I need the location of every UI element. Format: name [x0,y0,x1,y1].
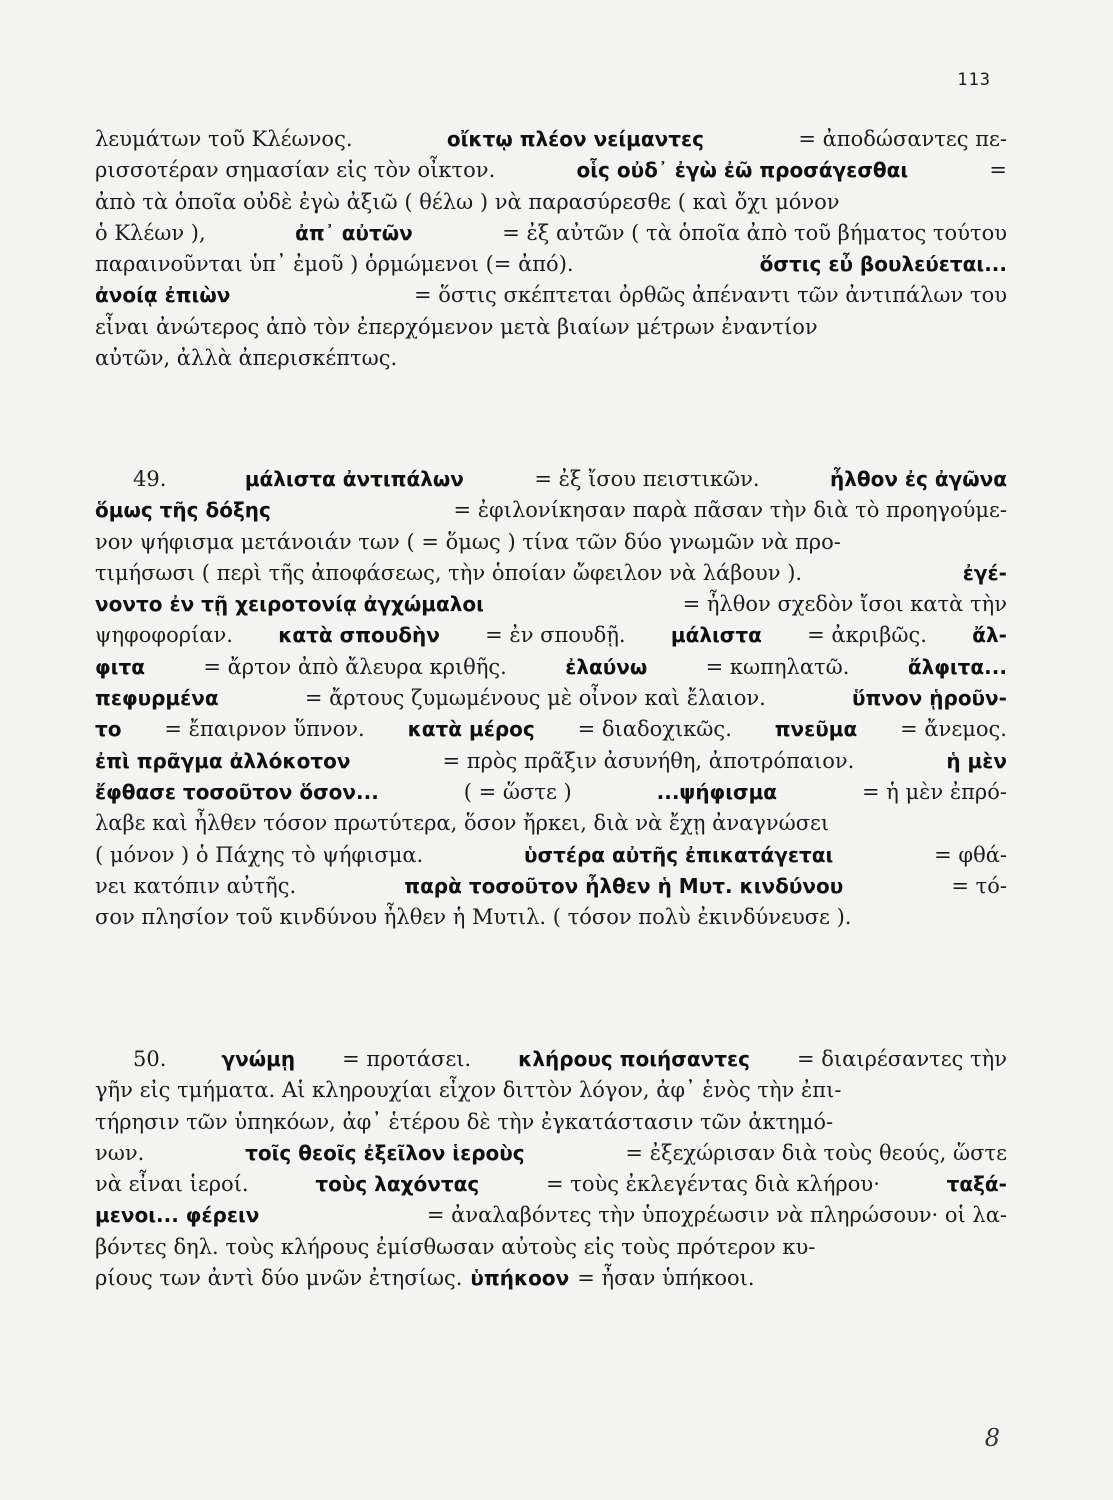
lemma: φιτα [95,654,145,679]
gloss-text: ὁ Κλέων ), [95,220,206,245]
gloss-text: ρίους των ἀντὶ δύο μνῶν ἐτησίως. [95,1266,463,1291]
lemma: μενοι... φέρειν [95,1203,260,1228]
gloss-text: ( μόνον ) ὁ Πάχης τὸ ψήφισμα. [95,842,424,867]
text-line [95,561,1007,592]
gloss-text: = ἄρτον ἀπὸ ἄλευρα κριθῆς. [203,654,507,679]
text-line [95,1266,1007,1297]
lemma: τοῖς θεοῖς ἐξεῖλον ἱεροὺς [245,1140,525,1165]
lemma: ἄλφιτα... [907,654,1007,679]
gloss-text: = ἀποδώσαντες πε- [798,127,1007,151]
text-line [95,1172,1007,1203]
lemma: παρὰ τοσοῦτον ἦλθεν ἡ Μυτ. κινδύνου [404,873,844,898]
gloss-text: = ἐν σπουδῇ. [485,623,626,648]
gloss-text: = τό- [951,873,1007,898]
lemma: ὅστις εὖ βουλεύεται... [759,252,1007,277]
lemma: μάλιστα ἀντιπάλων [244,467,464,491]
lemma: ταξά- [946,1172,1007,1197]
lemma: πεφυρμένα [95,686,219,711]
lemma: ἀνοίᾳ ἐπιὼν [95,283,231,308]
gloss-text: ( = ὥστε ) [463,779,572,804]
gloss-text: = ἄρτους ζυμωμένους μὲ οἶνον καὶ ἔλαιον. [304,686,766,711]
gloss-text: νει κατόπιν αὐτῆς. [95,873,297,898]
lemma: κατὰ μέρος [407,717,535,742]
lemma: ἦλθον ἐς ἀγῶνα [829,467,1007,491]
text-line [95,1078,1007,1109]
gloss-text: = ἐξ ἴσου πειστικῶν. [534,467,760,491]
text-line [95,592,1007,623]
text-line [95,346,1007,377]
text-line [95,780,1007,811]
text-line [95,623,1007,654]
gloss-text: = φθά- [934,842,1007,867]
lemma: ἐγέ- [962,560,1007,585]
gloss-text: = ἐξ αὐτῶν ( τὰ ὁποῖα ἀπὸ τοῦ βήματος τούτου [502,220,1007,245]
gloss-text: νον ψήφισμα μετάνοιάν των ( = ὅμως ) τίνα τῶν δύο γνωμῶν νὰ προ- [95,529,841,554]
gloss-text: λαβε καὶ ἦλθεν τόσον πρωτύτερα, ὅσον ἤρκει, διὰ νὰ ἔχῃ ἀναγνώσει [95,811,830,836]
text-line [95,874,1007,905]
gloss-text: = ὅστις σκέπτεται ὀρθῶς ἀπέναντι τῶν ἀντιπάλων του [413,283,1007,308]
lemma: οἴκτῳ πλέον νείμαντες [446,127,705,151]
gloss-text: λευμάτων τοῦ Κλέωνος. [95,127,353,151]
lemma: κατὰ σπουδὴν [278,623,440,648]
paragraph-number: 49. [133,467,167,491]
gloss-text: ψηφοφορίαν. [95,623,233,648]
lemma: ὅμως τῆς δόξης [95,498,271,523]
gloss-text: = διαιρέσαντες τὴν [797,1047,1007,1071]
lemma: ὑστέρα αὐτῆς ἐπικατάγεται [523,842,834,867]
text-line [95,655,1007,686]
gloss-text: ρισσοτέραν σημασίαν εἰς τὸν οἶκτον. [95,158,496,183]
text-line [95,221,1007,252]
lemma: το [95,717,122,742]
text-line [95,252,1007,283]
gloss-text: τήρησιν τῶν ὑπηκόων, ἀφ᾽ ἑτέρου δὲ τὴν ἐγκατάστασιν τῶν ἀκτημό- [95,1109,834,1134]
gloss-text: αὐτῶν, ἀλλὰ ἀπερισκέπτως. [95,346,398,371]
lemma: κλήρους ποιήσαντες [518,1047,750,1071]
gloss-text: = ἀκριβῶς. [807,623,927,648]
text-line [95,158,1007,189]
gloss-text: παραινοῦνται ὑπ᾽ ἐμοῦ ) ὁρμώμενοι (= ἀπό). [95,252,574,277]
gloss-text: = ἡ μὲν ἐπρό- [861,779,1007,804]
text-line [95,1141,1007,1172]
lemma: ἀπ᾽ αὐτῶν [295,220,413,245]
gloss-text: = ἀναλαβόντες τὴν ὑποχρέωσιν νὰ πληρώσουν· οἱ λα- [426,1203,1007,1228]
text-line [95,498,1007,529]
gloss-text: γῆν εἰς τμήματα. Αἱ κληρουχίαι εἶχον διττὸν λόγον, ἀφ᾽ ἑνὸς τὴν ἐπι- [95,1078,842,1103]
gloss-text: = διαδοχικῶς. [577,717,732,742]
signature-mark: 8 [984,1424,1000,1452]
text-line [95,1047,1007,1078]
lemma: γνώμῃ [221,1047,296,1071]
gloss-text: = [989,158,1007,183]
gloss-text: = προτάσει. [342,1047,472,1071]
text-line [95,749,1007,780]
lemma: μάλιστα [670,623,762,648]
text-line [95,843,1007,874]
gloss-text: σον πλησίον τοῦ κινδύνου ἦλθεν ἡ Μυτιλ. ( τόσον πολὺ ἐκινδύνευσε ). [95,905,852,930]
text-line [95,717,1007,748]
gloss-text: ἀπὸ τὰ ὁποῖα οὐδὲ ἐγὼ ἀξιῶ ( θέλω ) νὰ παρασύρεσθε ( καὶ ὄχι μόνον [95,189,840,214]
lemma: ἡ μὲν [946,748,1007,773]
text-line [95,811,1007,842]
gloss-text: = τοὺς ἐκλεγέντας διὰ κλήρου· [545,1172,880,1197]
gloss-text: εἶναι ἀνώτερος ἀπὸ τὸν ἐπερχόμενον μετὰ βιαίων μέτρων ἐναντίον [95,314,818,339]
text-line [95,127,1007,158]
text-line [95,905,1007,936]
paragraph-number: 50. [133,1047,167,1071]
paragraph-49 [95,467,1007,936]
gloss-text: νὰ εἶναι ἱεροί. [95,1172,249,1197]
lemma: ὑπήκοον [470,1266,570,1291]
gloss-text: = ἄνεμος. [900,717,1007,742]
text-line [95,1203,1007,1234]
lemma: ἐπὶ πρᾶγμα ἀλλόκοτον [95,748,351,773]
lemma: ἄλ- [972,623,1007,648]
gloss-text: βόντες δηλ. τοὺς κλήρους ἐμίσθωσαν αὐτοὺς εἰς τοὺς πρότερον κυ- [95,1234,816,1259]
lemma: νοντο ἐν τῇ χειροτονίᾳ ἀγχώμαλοι [95,592,484,617]
text-line [95,530,1007,561]
lemma: οἷς οὐδ᾽ ἐγὼ ἐῶ προσάγεσθαι [576,158,909,183]
page-number: 113 [957,70,991,90]
gloss-text: = ἔπαιρνον ὕπνον. [164,717,365,742]
lemma: ...ψήφισμα [656,779,778,804]
text-line [95,686,1007,717]
paragraph-50 [95,1047,1007,1297]
paragraph-48 [95,127,1007,377]
lemma: πνεῦμα [774,717,858,742]
gloss-text: νων. [95,1140,145,1165]
text-line [95,467,1007,498]
lemma: ὕπνον ᾑροῦν- [851,686,1007,711]
text-line [95,190,1007,221]
text-line [95,1110,1007,1141]
text-line [95,315,1007,346]
gloss-text: = κωπηλατῶ. [705,654,850,679]
gloss-text: = ἦσαν ὑπήκοοι. [577,1266,755,1291]
gloss-text: = πρὸς πρᾶξιν ἀσυνήθη, ἀποτρόπαιον. [442,748,855,773]
gloss-text: = ἐφιλονίκησαν παρὰ πᾶσαν τὴν διὰ τὸ προηγούμε- [453,498,1007,523]
gloss-text: = ἐξεχώρισαν διὰ τοὺς θεούς, ὥστε [625,1140,1007,1165]
gloss-text: = ἦλθον σχεδὸν ἴσοι κατὰ τὴν [682,592,1007,617]
gloss-text: τιμήσωσι ( περὶ τῆς ἀποφάσεως, τὴν ὁποίαν ὤφειλον νὰ λάβουν ). [95,560,803,585]
text-line [95,283,1007,314]
lemma: τοὺς λαχόντας [315,1172,480,1197]
text-line [95,1235,1007,1266]
lemma: ἐλαύνω [565,654,648,679]
lemma: ἔφθασε τοσοῦτον ὅσον... [95,779,379,804]
